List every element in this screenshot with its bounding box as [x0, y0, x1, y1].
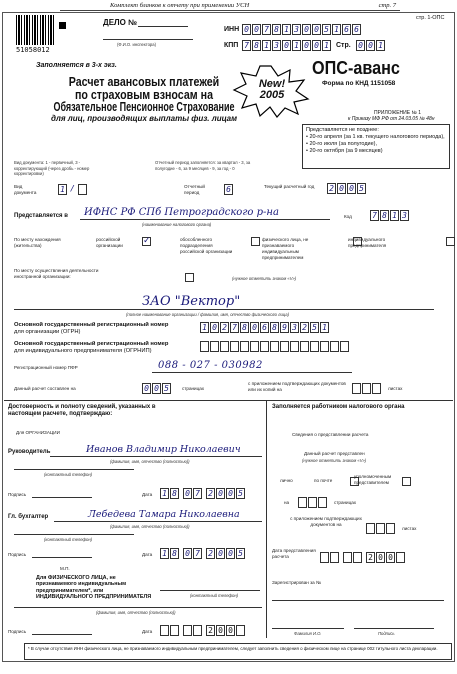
ogrn-cell[interactable]: 2 — [220, 322, 229, 333]
kpp-cell[interactable]: 0 — [282, 40, 291, 51]
barcode — [16, 15, 56, 45]
date-cell[interactable]: 0 — [216, 488, 225, 499]
pages-cell[interactable]: 0 — [152, 383, 161, 394]
authority-caption: (наименование налогового органа) — [142, 222, 212, 227]
period-note: Отчетный период заполняется: за квартал - 3, за полугодие - 6, за 9 месяцев - 9, за год - 0 — [155, 160, 251, 171]
ogrn-cell[interactable]: 5 — [310, 322, 319, 333]
ogrn-cell[interactable]: 8 — [240, 322, 249, 333]
inn-cell[interactable]: 6 — [352, 24, 361, 35]
ogrnip-cells[interactable] — [200, 341, 350, 352]
acc-date-cells — [160, 548, 246, 559]
date-cell[interactable]: 0 — [216, 625, 225, 636]
location-opt-russian-org: российской организации — [96, 237, 123, 248]
opt-mail: по почте — [314, 478, 333, 483]
officer-sheets-word: листах — [402, 526, 417, 531]
year-cells — [327, 183, 367, 194]
head-date-cells — [160, 488, 246, 499]
mark-note-right: (нужное отметить знаком «V») — [302, 458, 367, 463]
year-cell[interactable]: 0 — [337, 183, 346, 194]
officer-sign-caption: Подпись — [378, 631, 395, 636]
code-cell[interactable]: 3 — [400, 210, 409, 221]
pages-cell[interactable]: 0 — [142, 383, 151, 394]
title-line-1: Расчет авансовых платежей — [68, 74, 220, 89]
officer-attach-label: с приложением подтверждающих документов на — [290, 516, 362, 527]
acc-sign-label: Подпись — [8, 552, 27, 557]
ogrn-cell[interactable]: 2 — [300, 322, 309, 333]
year-cell[interactable]: 5 — [357, 183, 366, 194]
phys-fio-caption: (фамилия, имя, отчество (полностью)) — [96, 610, 176, 615]
officer-fio-caption: Фамилия И.О. — [294, 631, 322, 636]
deadline-1: • 20-го апреля (за 1 кв. текущего налогового периода), — [306, 134, 445, 140]
subdivision-checkbox[interactable] — [251, 237, 260, 246]
date-cell[interactable]: 7 — [193, 548, 202, 559]
ogrn-cell[interactable]: 9 — [280, 322, 289, 333]
acc-phone-caption: (контактный телефон) — [44, 537, 93, 542]
date-cell[interactable]: 0 — [216, 548, 225, 559]
panel-divider — [266, 400, 267, 638]
kpp-cells — [242, 40, 332, 51]
officer-attach-cells[interactable] — [366, 523, 396, 534]
submission-info: Сведения о представлении расчета — [292, 432, 369, 437]
head-fio-caption: (фамилия, имя, отчество (полностью)) — [110, 459, 190, 464]
inn-cell[interactable]: 0 — [252, 24, 261, 35]
ogrn-cell[interactable]: 1 — [320, 322, 329, 333]
submitted-label-right: Данный расчет представлен — [304, 451, 365, 456]
title-line-3: Обязательное Пенсионное Страхование — [53, 100, 235, 114]
inn-cell[interactable]: 6 — [342, 24, 351, 35]
pages-cells — [142, 383, 172, 394]
inspector-caption: (Ф.И.О. инспектора) — [117, 42, 156, 47]
kpp-label: КПП — [224, 42, 239, 49]
doc-type-note: Вид документа: 1 - первичный, 3 - корректирующий (через дробь - номер корректировки) — [14, 160, 90, 177]
badge-new: New! — [258, 78, 286, 90]
date-cell[interactable] — [160, 625, 169, 636]
ogrn-cells — [200, 322, 330, 333]
ops-title: ОПС-аванс — [312, 58, 400, 78]
date-cell[interactable]: 0 — [226, 548, 235, 559]
inn-cell[interactable]: 0 — [302, 24, 311, 35]
phys-sign-label: Подпись — [8, 629, 27, 634]
opt-proxy: уполномоченным представителем — [354, 474, 392, 485]
inn-cell[interactable]: 1 — [282, 24, 291, 35]
case-label: ДЕЛО № — [103, 18, 138, 27]
on-label: на — [284, 500, 290, 505]
location-label: По месту нахождения (жительства) — [14, 237, 61, 248]
location-opt-physical: физического лица, не признаваемого индивидуальным предпринимателем — [262, 237, 309, 260]
date-cell[interactable]: 0 — [183, 488, 192, 499]
ogrn-cell[interactable]: 0 — [210, 322, 219, 333]
head-date-label: Дата — [142, 492, 153, 497]
deadline-3: • 20-го октября (за 9 месяцев) — [306, 148, 383, 154]
kpp-cell[interactable]: 8 — [252, 40, 261, 51]
running-header — [60, 1, 400, 11]
attach-cells[interactable] — [352, 383, 382, 394]
pfr-number[interactable]: 088 - 027 - 030982 — [158, 360, 263, 371]
title-line-2: по страховым взносам на — [74, 87, 214, 102]
reg-label: Зарегистрирован за № — [272, 580, 321, 585]
pages-label: Данный расчет составлен на — [14, 386, 76, 391]
ogrn-cell[interactable]: 6 — [260, 322, 269, 333]
org-caption: (полное наименование организации / фамилия, имя, отчество физического лица) — [126, 312, 289, 317]
page-label: Стр. — [336, 42, 351, 49]
kpp-cell[interactable]: 1 — [262, 40, 271, 51]
tax-officer-header: Заполняется работником налогового органа — [272, 404, 405, 410]
ogrnip-label-1: Основной государственный регистрационный номер — [14, 341, 169, 347]
ogrnip-label-2: для индивидуального предпринимателя (ОГРНИП) — [14, 347, 152, 354]
attach-label: с приложением подтверждающих документов или их копий на — [248, 381, 346, 392]
copies-note: Заполняется в 3-х экз. — [36, 62, 117, 69]
kpp-cell[interactable]: 0 — [312, 40, 321, 51]
bottom-frame — [4, 400, 453, 640]
phys-date-cells — [160, 625, 246, 636]
ogrnip-label — [14, 341, 168, 354]
title-line-4: для лиц, производящих выплаты физ. лицам — [50, 114, 238, 123]
officer-date-label: Дата представления расчета — [272, 548, 316, 559]
date-cell[interactable]: 1 — [160, 548, 169, 559]
order-note: к Приказу МФ РФ от 24.03.05 № 48н — [348, 116, 435, 122]
ogrn-label-1: Основной государственный регистрационный номер — [14, 322, 169, 328]
year-label: Текущий расчетный год — [264, 184, 315, 189]
doc-type-cell[interactable]: 1 — [58, 184, 67, 195]
running-title: Комплект бланков к отчету при применении УСН — [110, 2, 250, 9]
date-cell[interactable] — [183, 625, 192, 636]
code-cell[interactable]: 7 — [370, 210, 379, 221]
date-cell[interactable]: 7 — [193, 488, 202, 499]
ogrn-cell[interactable]: 0 — [250, 322, 259, 333]
acc-fio-caption: (фамилия, имя, отчество (полностью)) — [110, 524, 190, 529]
barcode-number: 51058012 — [16, 46, 50, 54]
russian-org-checkbox[interactable] — [142, 237, 151, 246]
inn-cell[interactable]: 5 — [322, 24, 331, 35]
pages-cell[interactable]: 5 — [162, 383, 171, 394]
code-cell[interactable]: 8 — [380, 210, 389, 221]
date-cell[interactable]: 2 — [206, 548, 215, 559]
date-cell[interactable]: 0 — [226, 488, 235, 499]
inn-cell[interactable]: 0 — [242, 24, 251, 35]
code-cells — [370, 210, 410, 221]
date-cell[interactable]: 8 — [170, 488, 179, 499]
page-cell[interactable]: 1 — [376, 40, 385, 51]
ogrn-label — [14, 322, 168, 335]
officer-pages-cells[interactable] — [298, 497, 328, 508]
page-cell[interactable]: 0 — [356, 40, 365, 51]
period-cells — [224, 184, 234, 195]
phys-date-label: Дата — [142, 629, 153, 634]
opt-personal: лично — [280, 478, 293, 483]
physical-section-label: Для ФИЗИЧЕСКОГО ЛИЦА, не признаваемого индивидуальным предпринимателем*, или ИНДИВИДУАЛЬНОГО ПРЕДПРИНИМАТЕЛЯ — [36, 575, 152, 600]
date-cell[interactable] — [193, 625, 202, 636]
mark-note: (нужное отметить знаком «V») — [232, 276, 297, 281]
foreign-checkbox[interactable] — [185, 273, 194, 282]
inn-label: ИНН — [224, 26, 240, 33]
org-section-label: Для ОРГАНИЗАЦИИ — [16, 430, 60, 435]
pages-word: страницах — [182, 386, 205, 391]
kpp-cell[interactable]: 1 — [292, 40, 301, 51]
ogrn-cell[interactable]: 8 — [270, 322, 279, 333]
acc-date-label: Дата — [142, 552, 153, 557]
inn-cells — [242, 24, 362, 35]
page-cells — [356, 40, 386, 51]
confirm-header: Достоверность и полноту сведений, указанных в настоящем расчете, подтверждаю: — [8, 404, 156, 417]
date-cell[interactable]: 0 — [183, 548, 192, 559]
inn-cell[interactable]: 1 — [332, 24, 341, 35]
authority-name[interactable]: ИФНС РФ СПб Петроградского р-на — [84, 207, 279, 218]
code-cell[interactable]: 1 — [390, 210, 399, 221]
ogrn-cell[interactable]: 3 — [290, 322, 299, 333]
kpp-cell[interactable]: 1 — [322, 40, 331, 51]
date-cell[interactable]: 5 — [236, 488, 245, 499]
kpp-cell[interactable]: 7 — [242, 40, 251, 51]
accountant-label: Гл. бухгалтер — [8, 514, 49, 520]
date-cell[interactable]: 0 — [226, 625, 235, 636]
year-cell[interactable]: 2 — [327, 183, 336, 194]
deadlines-box — [302, 124, 450, 169]
ogrn-label-2: для организации (ОГРН) — [14, 328, 81, 335]
date-cell[interactable]: 2 — [206, 625, 215, 636]
date-cell[interactable] — [236, 625, 245, 636]
deadlines-header: Представляется не позднее: — [306, 127, 379, 133]
foreign-label: По месту осуществления деятельности иностранной организации: — [14, 268, 99, 279]
officer-date-cells: 2 0 0 — [320, 552, 406, 563]
inn-cell[interactable]: 0 — [312, 24, 321, 35]
inn-cell[interactable]: 3 — [292, 24, 301, 35]
period-cell[interactable]: 6 — [224, 184, 233, 195]
form-code: Форма по КНД 1151058 — [322, 80, 396, 87]
org-name[interactable]: ЗАО "Вектор" — [142, 294, 241, 309]
deadline-2: • 20-го июля (за полугодие), — [306, 141, 378, 147]
kpp-cell[interactable]: 3 — [272, 40, 281, 51]
head-sign-label: Подпись — [8, 492, 27, 497]
doc-type-cells — [58, 184, 88, 195]
head-phone-caption: (контактный телефон) — [44, 472, 93, 477]
new-badge-text — [252, 79, 292, 101]
date-cell[interactable] — [170, 625, 179, 636]
page-number: стр. 7 — [378, 2, 396, 9]
sheets-word: листах — [388, 386, 403, 391]
pfr-label: Регистрационный номер ПФР — [14, 365, 78, 370]
stamp-label: М.П. — [60, 566, 70, 571]
date-cell[interactable]: 2 — [206, 488, 215, 499]
ogrn-cell[interactable]: 1 — [200, 322, 209, 333]
period-label: Отчетный период — [184, 184, 205, 195]
doc-type-cell[interactable] — [78, 184, 87, 195]
kpp-cell[interactable]: 0 — [302, 40, 311, 51]
year-cell[interactable]: 0 — [347, 183, 356, 194]
location-opt-entrepreneur: индивидуального предпринимателя — [348, 237, 387, 248]
date-cell[interactable]: 1 — [160, 488, 169, 499]
page-cell[interactable]: 0 — [366, 40, 375, 51]
ogrn-cell[interactable]: 7 — [230, 322, 239, 333]
submitted-label: Представляется в — [14, 213, 68, 219]
appendix: ПРИЛОЖЕНИЕ № 1 — [374, 110, 421, 116]
corner-label: стр. 1-ОПС — [416, 15, 445, 21]
officer-pages-word: страницах — [334, 500, 357, 505]
doc-type-cell[interactable]: / — [70, 184, 75, 193]
entrepreneur-checkbox[interactable] — [446, 237, 455, 246]
badge-year: 2005 — [259, 89, 285, 101]
inn-cell[interactable]: 8 — [272, 24, 281, 35]
doc-type-label: Вид документа — [14, 184, 37, 195]
footnote: * В случае отсутствия ИНН физического лица, не признаваемого индивидуальным предпринимателем, следует заполнить сведения о физическом лице на странице 002 титульного листа декларации. — [24, 643, 452, 660]
head-name[interactable]: Иванов Владимир Николаевич — [86, 444, 241, 455]
code-label: Код — [344, 214, 352, 219]
date-cell[interactable]: 8 — [170, 548, 179, 559]
accountant-name[interactable]: Лебедева Тамара Николаевна — [88, 509, 240, 520]
inn-cell[interactable]: 7 — [262, 24, 271, 35]
location-opt-subdivision: обособленного подразделения российской организации — [180, 237, 233, 254]
date-cell[interactable]: 5 — [236, 548, 245, 559]
head-label: Руководитель — [8, 449, 51, 455]
barcode-marker — [59, 22, 66, 29]
phys-phone-caption: (контактный телефон) — [190, 593, 239, 598]
